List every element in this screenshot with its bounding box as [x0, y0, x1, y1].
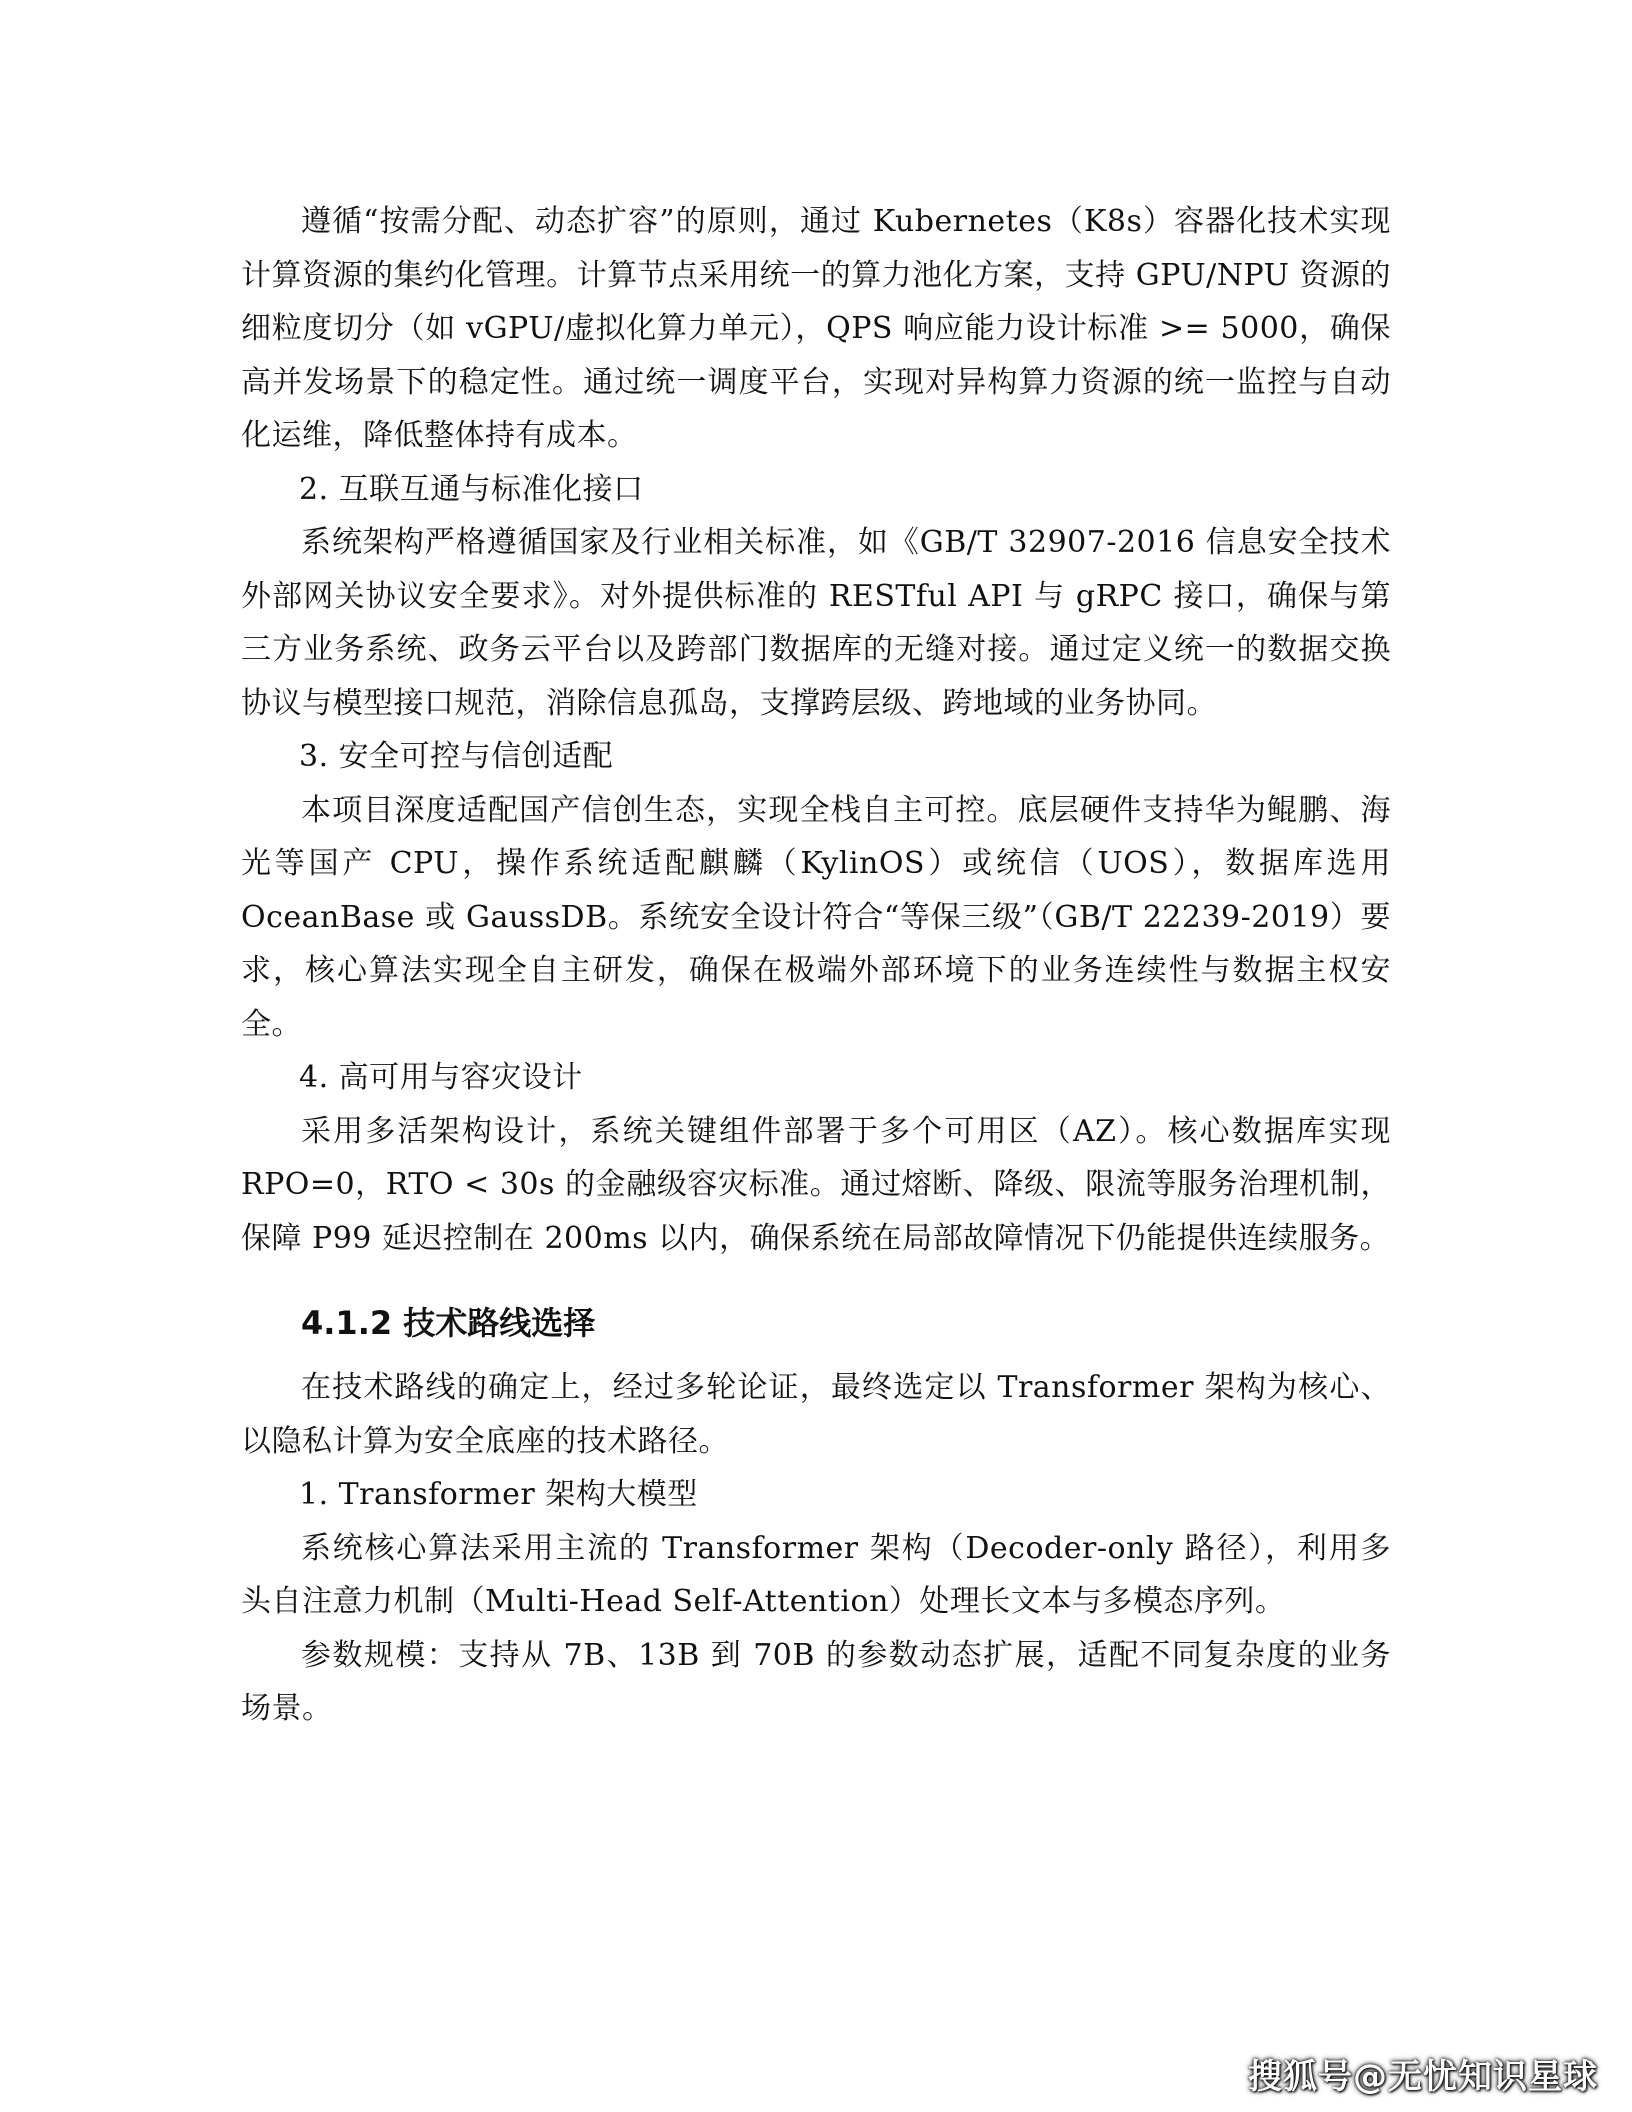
list-item-high-availability: 4. 高可用与容灾设计 [299, 1060, 583, 1095]
section-heading-4-1-2: 4.1.2 技术路线选择 [301, 1304, 596, 1342]
paragraph-route-intro: 在技术路线的确定上，经过多轮论证，最终选定以 Transformer 架构为核心、以隐私计算为安全底座的技术路径。 [241, 1370, 1391, 1459]
paragraph-security: 本项目深度适配国产信创生态，实现全栈自主可控。底层硬件支持华为鲲鹏、海光等国产 CPU，操作系统适配麒麟（KylinOS）或统信（UOS），数据库选用 OceanBase 或 GaussDB。系统安全设计符合“等保三级”（GB/T 22239-2019）要求，核心算法实现全自主研发，确保在极端外部环境下的业务连续性与数据主权安全。 [241, 792, 1391, 1042]
document-body [241, 195, 1391, 1736]
paragraph-parameter-scale: 参数规模：支持从 7B、13B 到 70B 的参数动态扩展，适配不同复杂度的业务场景。 [241, 1637, 1391, 1726]
watermark: 搜狐号@无忧知识星球 [1248, 2057, 1598, 2097]
paragraph-high-availability: 采用多活架构设计，系统关键组件部署于多个可用区（AZ）。核心数据库实现 RPO=0，RTO < 30s 的金融级容灾标准。通过熔断、降级、限流等服务治理机制，保障 P99 延迟控制在 200ms 以内，确保系统在局部故障情况下仍能提供连续服务。 [241, 1113, 1391, 1256]
paragraph-interconnect: 系统架构严格遵循国家及行业相关标准，如《GB/T 32907-2016 信息安全技术外部网关协议安全要求》。对外提供标准的 RESTful API 与 gRPC 接口，确保与第三方业务系统、政务云平台以及跨部门数据库的无缝对接。通过定义统一的数据交换协议与模型接口规范，消除信息孤岛，支撑跨层级、跨地域的业务协同。 [241, 525, 1391, 721]
list-item-security: 3. 安全可控与信创适配 [299, 739, 614, 774]
paragraph-compute-resources: 遵循“按需分配、动态扩容”的原则，通过 Kubernetes（K8s）容器化技术实现计算资源的集约化管理。计算节点采用统一的算力池化方案，支持 GPU/NPU 资源的细粒度切分（如 vGPU/虚拟化算力单元），QPS 响应能力设计标准 >= 5000，确保高并发场景下的稳定性。通过统一调度平台，实现对异构算力资源的统一监控与自动化运维，降低整体持有成本。 [241, 204, 1391, 453]
list-item-interconnect: 2. 互联互通与标准化接口 [299, 471, 644, 507]
paragraph-transformer: 系统核心算法采用主流的 Transformer 架构（Decoder-only 路径），利用多头自注意力机制（Multi-Head Self-Attention）处理长文本与多模态序列。 [241, 1530, 1391, 1619]
list-item-transformer: 1. Transformer 架构大模型 [299, 1477, 698, 1512]
